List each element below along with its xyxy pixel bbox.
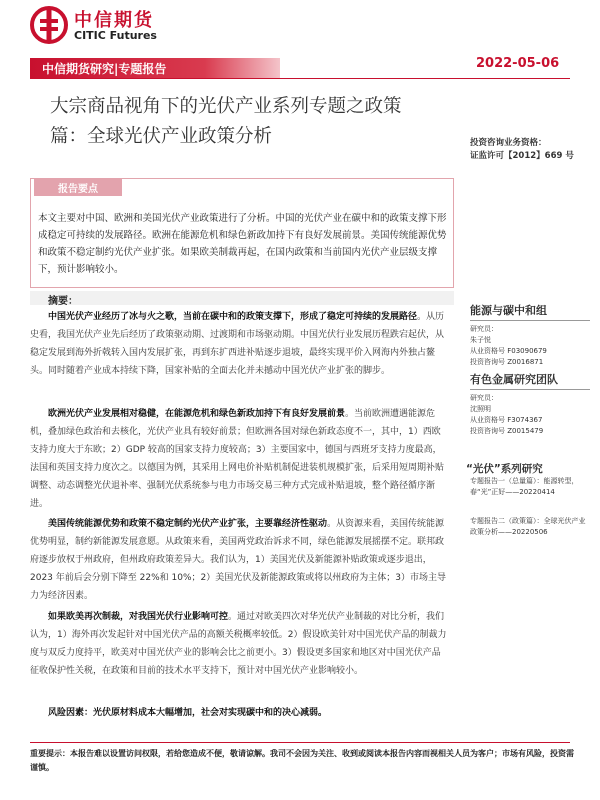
analyst-name: 朱子悦 xyxy=(470,336,491,344)
analyst-license-1: 从业资格号 F03090679 xyxy=(470,347,547,355)
analyst-name: 沈照明 xyxy=(470,405,491,413)
license-line-1: 投资咨询业务资格： xyxy=(470,138,547,148)
summary-paragraph-europe xyxy=(30,405,448,513)
report-title: 大宗商品视角下的光伏产业系列专题之政策篇：全球光伏产业政策分析 xyxy=(50,96,402,147)
summary-paragraph-sanctions xyxy=(30,608,448,680)
citic-logo xyxy=(30,4,190,48)
team-energy-analyst xyxy=(470,324,590,368)
summary-paragraph-china xyxy=(30,308,448,380)
paragraph-body: 。当前欧洲遭遇能源危机，叠加绿色政治和去核化，光伏产业具有较好前景；但欧洲各国对绿色新政态度不一，其中，1）西欧支持力度大于东欧；2）GDP 较高的国家支持力度较高；3）主要国家中，德国与西班牙支持力度最高，法国和英国支持力度次之。以德国为例，其采用上网电价补贴机制促进装机规模扩张，后采用短周期补贴调整、动态调整光伏退补率、强制光伏系统参与电力市场交易三种方式完成补贴退坡，整个路径循序渐进。 xyxy=(30,409,445,509)
paragraph-body: 。从历史看，我国光伏产业先后经历了政策驱动期、过渡期和市场驱动期。中国光伏行业发展历程跌宕起伏，从稳定发展到海外折戟转入国内发展扩张，再到东扩西进补贴逐步退坡，最终实现平价入网海内外独占鳌头。同时随着产业成本持续下降，国家补贴的全面去化并未撼动中国光伏产业扩张的脚步。 xyxy=(30,312,445,376)
paragraph-lead: 欧洲光伏产业发展相对稳健，在能源危机和绿色新政加持下有良好发展前景 xyxy=(48,409,346,419)
report-date: 2022-05-06 xyxy=(476,56,560,71)
paragraph-lead: 美国传统能源优势和政策不稳定制约光伏产业扩张，主要靠经济性驱动 xyxy=(48,519,328,529)
license-info xyxy=(470,137,590,163)
analyst-role: 研究员： xyxy=(470,394,498,402)
analyst-role: 研究员： xyxy=(470,325,498,333)
paragraph-body: 。从资源来看，美国传统能源优势明显，制约新能源发展意愿。从政策来看，美国两党政治诉求不同，绿色能源发展摇摆不定。联邦政府逐步放权于州政府，但州政府政策差异大。我们认为，1）美国光伏及新能源补贴政策或逐步退出，2023 年前后会分别下降至 22%和 10%；2）美国光伏及新能源政策或将以州政府为主体；3）市场主导力为经济因素。 xyxy=(30,519,446,601)
report-type-label: 中信期货研究|专题报告 xyxy=(42,62,167,76)
footer-divider xyxy=(30,742,570,743)
risk-factors: 风险因素：光伏原材料成本大幅增加，社会对实现碳中和的决心减弱。 xyxy=(48,708,328,718)
paragraph-lead: 如果欧美再次制裁，对我国光伏行业影响可控 xyxy=(48,612,229,622)
logo-chinese-name: 中信期货 xyxy=(74,10,154,31)
key-points-text: 本文主要对中国、欧洲和美国光伏产业政策进行了分析。中国的光伏产业在碳中和的政策支撑下形成稳定可持续的发展路径。欧洲在能源危机和绿色新政加持下有良好发展前景。美国传统能源优势和政策不稳定制约光伏产业扩张。如果欧美制裁再起，在国内政策和当前国内光伏产业层级支撑下，预计影响较小。 xyxy=(38,213,447,275)
series-report-2[interactable]: 专题报告二（政策篇）：全球光伏产业政策分析——20220506 xyxy=(470,517,586,536)
series-report-1[interactable]: 专题报告一（总量篇）：能源转型，春“光”正好——20220414 xyxy=(470,477,579,496)
key-points-tab-label: 报告要点 xyxy=(58,184,98,195)
summary-heading: 摘要： xyxy=(48,296,78,307)
analyst-license-2: 投资咨询号 Z0015479 xyxy=(470,427,544,435)
header-divider xyxy=(30,78,570,79)
team-metals-divider xyxy=(470,389,590,390)
summary-heading-bar xyxy=(30,291,454,305)
paragraph-body: 。通过对欧美四次对华光伏产业制裁的对比分析，我们认为，1）海外再次发起针对中国光伏产品的高额关税概率较低。2）假设欧美针对中国光伏产品的制裁力度与双反力度持平，欧美对中国光伏产业的影响会比之前更小。3）假设更多国家和地区对中国光伏产品征收保护性关税，在政策和目前的技术水平支持下，预计对中国光伏产业影响较小。 xyxy=(30,612,447,676)
paragraph-lead: 中国光伏产业经历了冰与火之歌，当前在碳中和的政策支撑下，形成了稳定可持续的发展路径 xyxy=(48,312,418,322)
disclaimer: 重要提示：本报告难以设置访问权限，若给您造成不便，敬请谅解。我司不会因为关注、收到或阅读本报告内容而视相关人员为客户；市场有风险，投资需谨慎。 xyxy=(30,749,574,772)
logo-english-name: CITIC Futures xyxy=(74,29,157,42)
series-title: “光伏”系列研究 xyxy=(466,463,543,475)
team-metals-name: 有色金属研究团队 xyxy=(470,373,558,386)
citic-logo-icon xyxy=(30,6,68,44)
license-line-2: 证监许可【2012】669 号 xyxy=(470,151,574,161)
team-metals-analyst xyxy=(470,393,590,437)
analyst-license-1: 从业资格号 F3074367 xyxy=(470,416,543,424)
team-energy-name: 能源与碳中和组 xyxy=(470,304,547,317)
summary-paragraph-us xyxy=(30,515,448,605)
key-points-tab xyxy=(34,178,122,196)
team-energy-divider xyxy=(470,320,590,321)
report-type-banner xyxy=(30,58,280,78)
analyst-license-2: 投资咨询号 Z0016871 xyxy=(470,358,544,366)
